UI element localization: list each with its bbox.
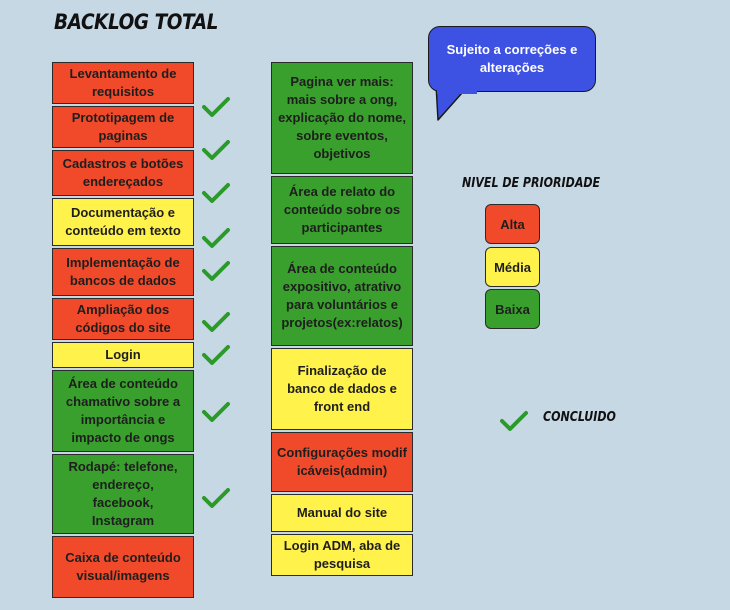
backlog-item: Configurações modificáveis(admin): [271, 432, 413, 492]
backlog-item: Manual do site: [271, 494, 413, 532]
note-bubble: Sujeito a correções e alterações: [428, 26, 596, 92]
backlog-item: Área de conteúdo chamativo sobre a importância e impacto de ongs: [52, 370, 194, 452]
check-icon: [201, 487, 231, 509]
backlog-item: Login: [52, 342, 194, 368]
backlog-item: Rodapé: telefone, endereço, facebook, Instagram: [52, 454, 194, 534]
legend-medium: Média: [485, 247, 540, 287]
backlog-item: Cadastros e botões endereçados: [52, 150, 194, 196]
check-icon: [201, 311, 231, 333]
backlog-item: Ampliação dos códigos do site: [52, 298, 194, 340]
backlog-item: Levantamento de requisitos: [52, 62, 194, 104]
backlog-item: Pagina ver mais: mais sobre a ong, explicação do nome, sobre eventos, objetivos: [271, 62, 413, 174]
legend-done-label: CONCLUIDO: [543, 410, 616, 425]
check-icon: [201, 227, 231, 249]
check-icon: [201, 344, 231, 366]
check-icon: [201, 260, 231, 282]
check-icon: [201, 96, 231, 118]
bubble-seam: [437, 88, 477, 94]
legend-title: NIVEL DE PRIORIDADE: [462, 176, 601, 191]
backlog-item: Área de relato do conteúdo sobre os participantes: [271, 176, 413, 244]
backlog-item: Caixa de conteúdo visual/imagens: [52, 536, 194, 598]
legend-low: Baixa: [485, 289, 540, 329]
backlog-title: BACKLOG TOTAL: [54, 10, 218, 34]
check-icon: [499, 410, 529, 432]
check-icon: [201, 139, 231, 161]
check-icon: [201, 401, 231, 423]
backlog-item: Prototipagem de paginas: [52, 106, 194, 148]
backlog-item: Login ADM, aba de pesquisa: [271, 534, 413, 576]
backlog-item: Documentação e conteúdo em texto: [52, 198, 194, 246]
check-icon: [201, 182, 231, 204]
backlog-item: Área de conteúdo expositivo, atrativo para voluntários e projetos(ex:relatos): [271, 246, 413, 346]
backlog-item: Implementação de bancos de dados: [52, 248, 194, 296]
legend-high: Alta: [485, 204, 540, 244]
backlog-item: Finalização de banco de dados e front end: [271, 348, 413, 430]
